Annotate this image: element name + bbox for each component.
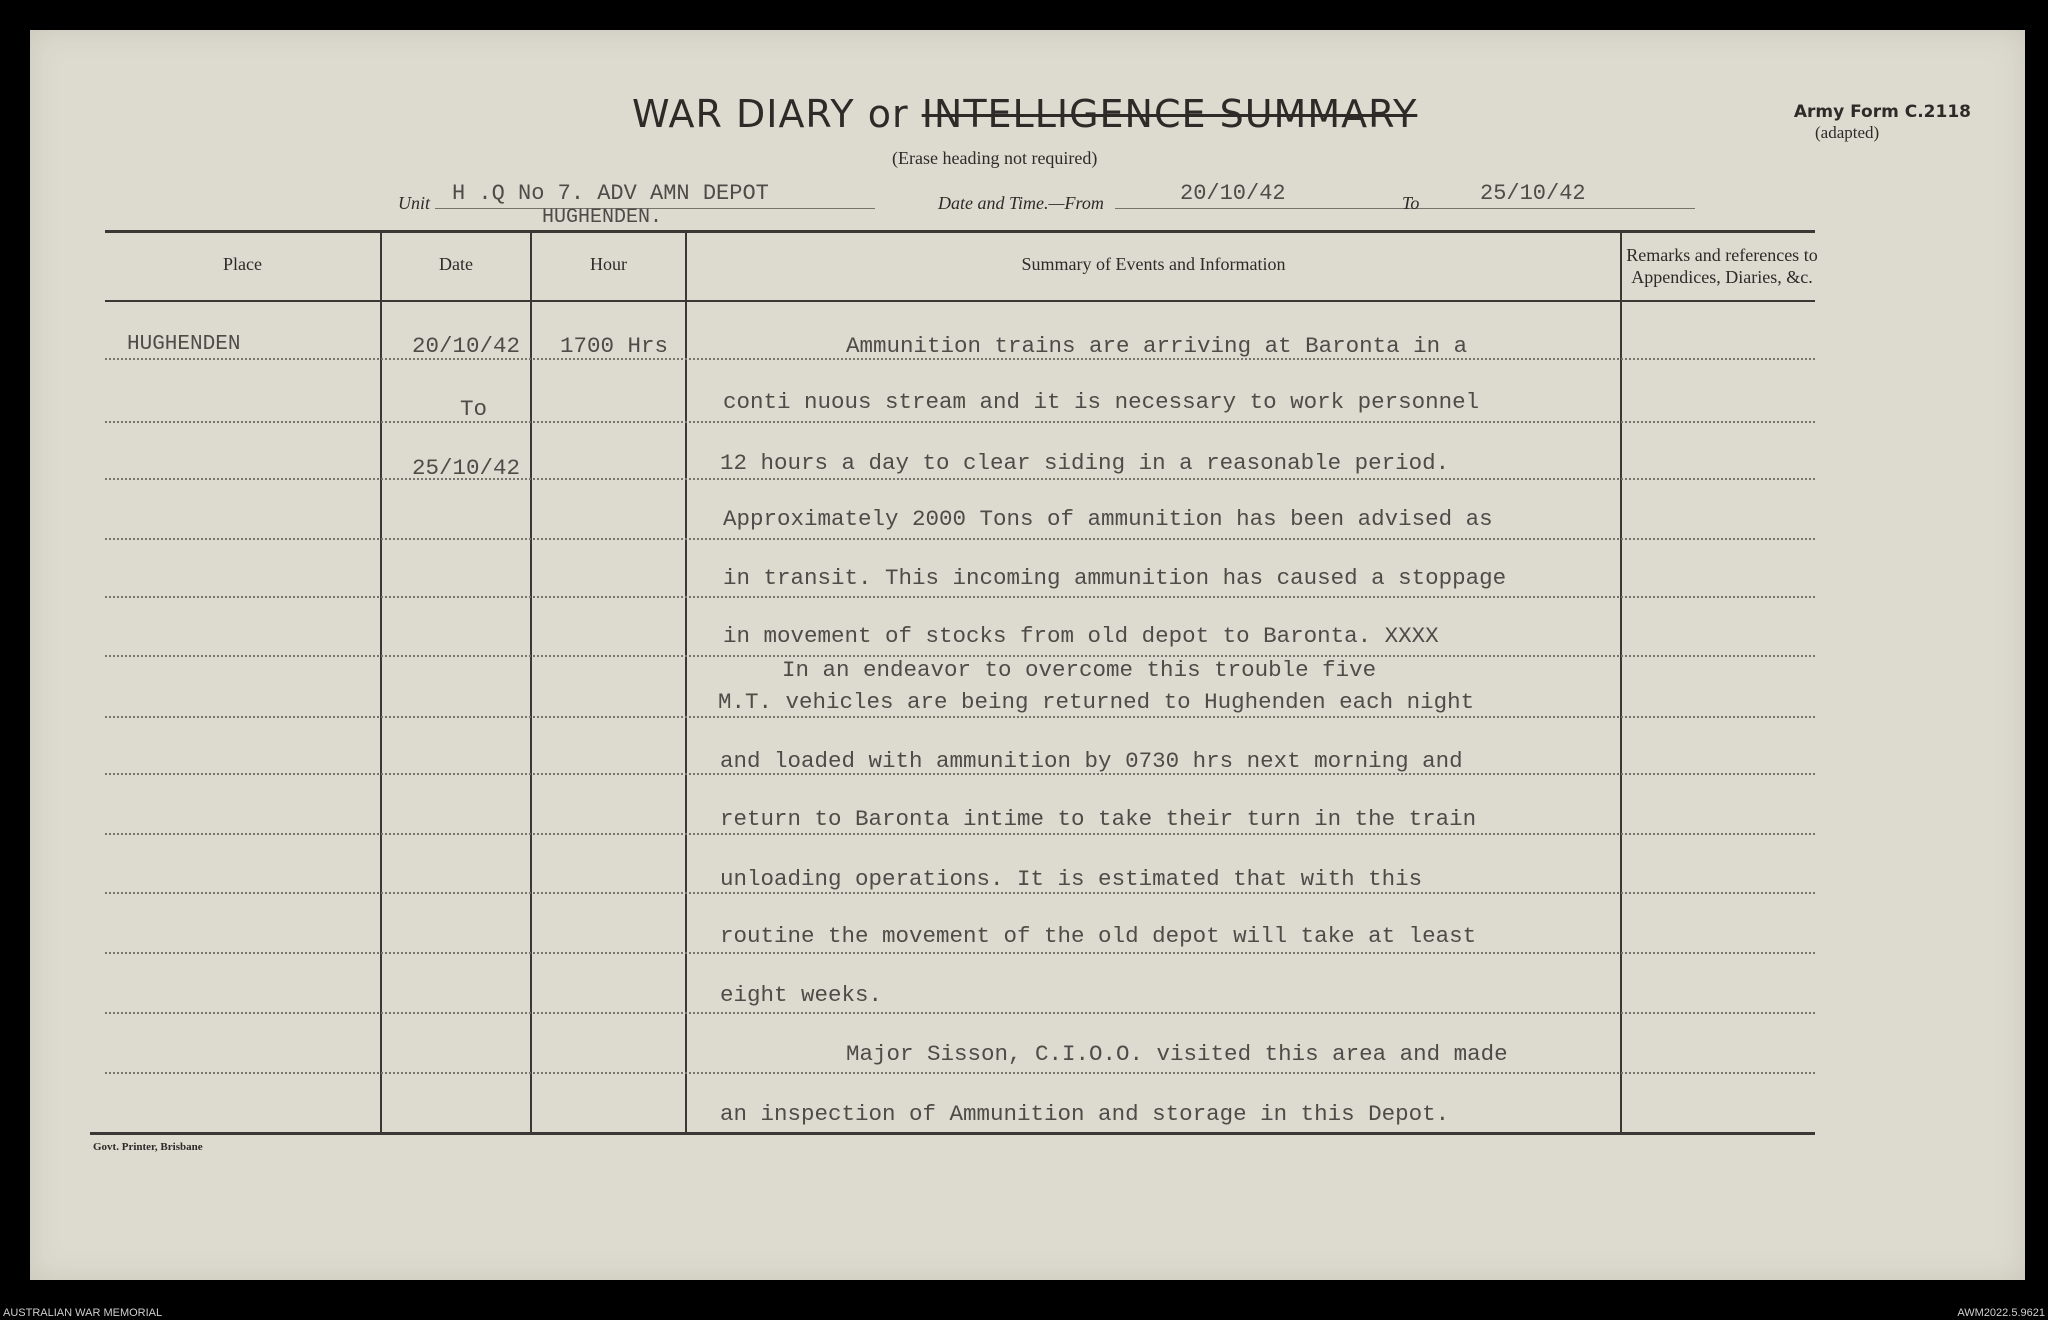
- remarks-line-1: Remarks and references to: [1626, 245, 1818, 265]
- form-title: [632, 92, 1417, 136]
- entry-hour: 1700 Hrs: [560, 333, 669, 359]
- archive-footer-left: AUSTRALIAN WAR MEMORIAL: [3, 1307, 163, 1319]
- unit-label: Unit: [398, 193, 431, 213]
- column-header-date: Date: [439, 254, 473, 274]
- summary-line: In an endeavor to overcome this trouble five: [782, 657, 1377, 683]
- date-from-label: Date and Time.—From: [938, 193, 1104, 213]
- unit-value-line2: HUGHENDEN.: [542, 206, 663, 229]
- title-main: WAR DIARY: [632, 92, 855, 136]
- form-id: Army Form C.2118: [1793, 102, 1971, 122]
- summary-line: eight weeks.: [720, 982, 883, 1008]
- title-or: or: [867, 92, 909, 136]
- form-note: (adapted): [1815, 123, 1880, 142]
- date-from-value: 20/10/42: [1180, 181, 1286, 206]
- unit-value: H .Q No 7. ADV AMN DEPOT: [452, 181, 769, 206]
- summary-line: return to Baronta intime to take their turn in the train: [720, 806, 1477, 832]
- title-struck: INTELLIGENCE SUMMARY: [921, 92, 1418, 136]
- summary-line: in transit. This incoming ammunition has caused a stoppage: [723, 565, 1507, 591]
- archive-footer-right: AWM2022.5.9621: [1957, 1307, 2045, 1319]
- column-header-place: Place: [223, 254, 262, 274]
- summary-line: in movement of stocks from old depot to Baronta. XXXX: [723, 623, 1439, 649]
- entry-date-to: 25/10/42: [412, 455, 521, 481]
- war-diary-sheet: [30, 30, 2025, 1280]
- column-header-hour: Hour: [590, 254, 627, 274]
- remarks-line-2: Appendices, Diaries, &c.: [1631, 267, 1813, 287]
- summary-line: an inspection of Ammunition and storage in this Depot.: [720, 1101, 1450, 1127]
- entry-date-from: 20/10/42: [412, 333, 521, 359]
- column-header-remarks: [1622, 244, 1822, 288]
- erase-note: (Erase heading not required): [892, 148, 1098, 168]
- entry-date-to-label: To: [460, 396, 488, 422]
- printer-imprint: Govt. Printer, Brisbane: [93, 1141, 203, 1153]
- summary-line: Ammunition trains are arriving at Baronta in a: [846, 333, 1468, 359]
- summary-line: conti nuous stream and it is necessary to work personnel: [723, 389, 1480, 415]
- summary-line: unloading operations. It is estimated that with this: [720, 866, 1423, 892]
- date-to-value: 25/10/42: [1480, 181, 1586, 206]
- summary-line: routine the movement of the old depot will take at least: [720, 923, 1477, 949]
- summary-line: 12 hours a day to clear siding in a reasonable period.: [720, 450, 1450, 476]
- summary-line: M.T. vehicles are being returned to Hughenden each night: [718, 689, 1475, 715]
- entry-place: HUGHENDEN: [127, 333, 241, 356]
- date-to-label: To: [1402, 193, 1420, 213]
- summary-line: Approximately 2000 Tons of ammunition has been advised as: [723, 506, 1493, 532]
- summary-line: Major Sisson, C.I.O.O. visited this area and made: [846, 1041, 1508, 1067]
- column-header-summary: Summary of Events and Information: [1021, 254, 1286, 274]
- summary-line: and loaded with ammunition by 0730 hrs next morning and: [720, 748, 1463, 774]
